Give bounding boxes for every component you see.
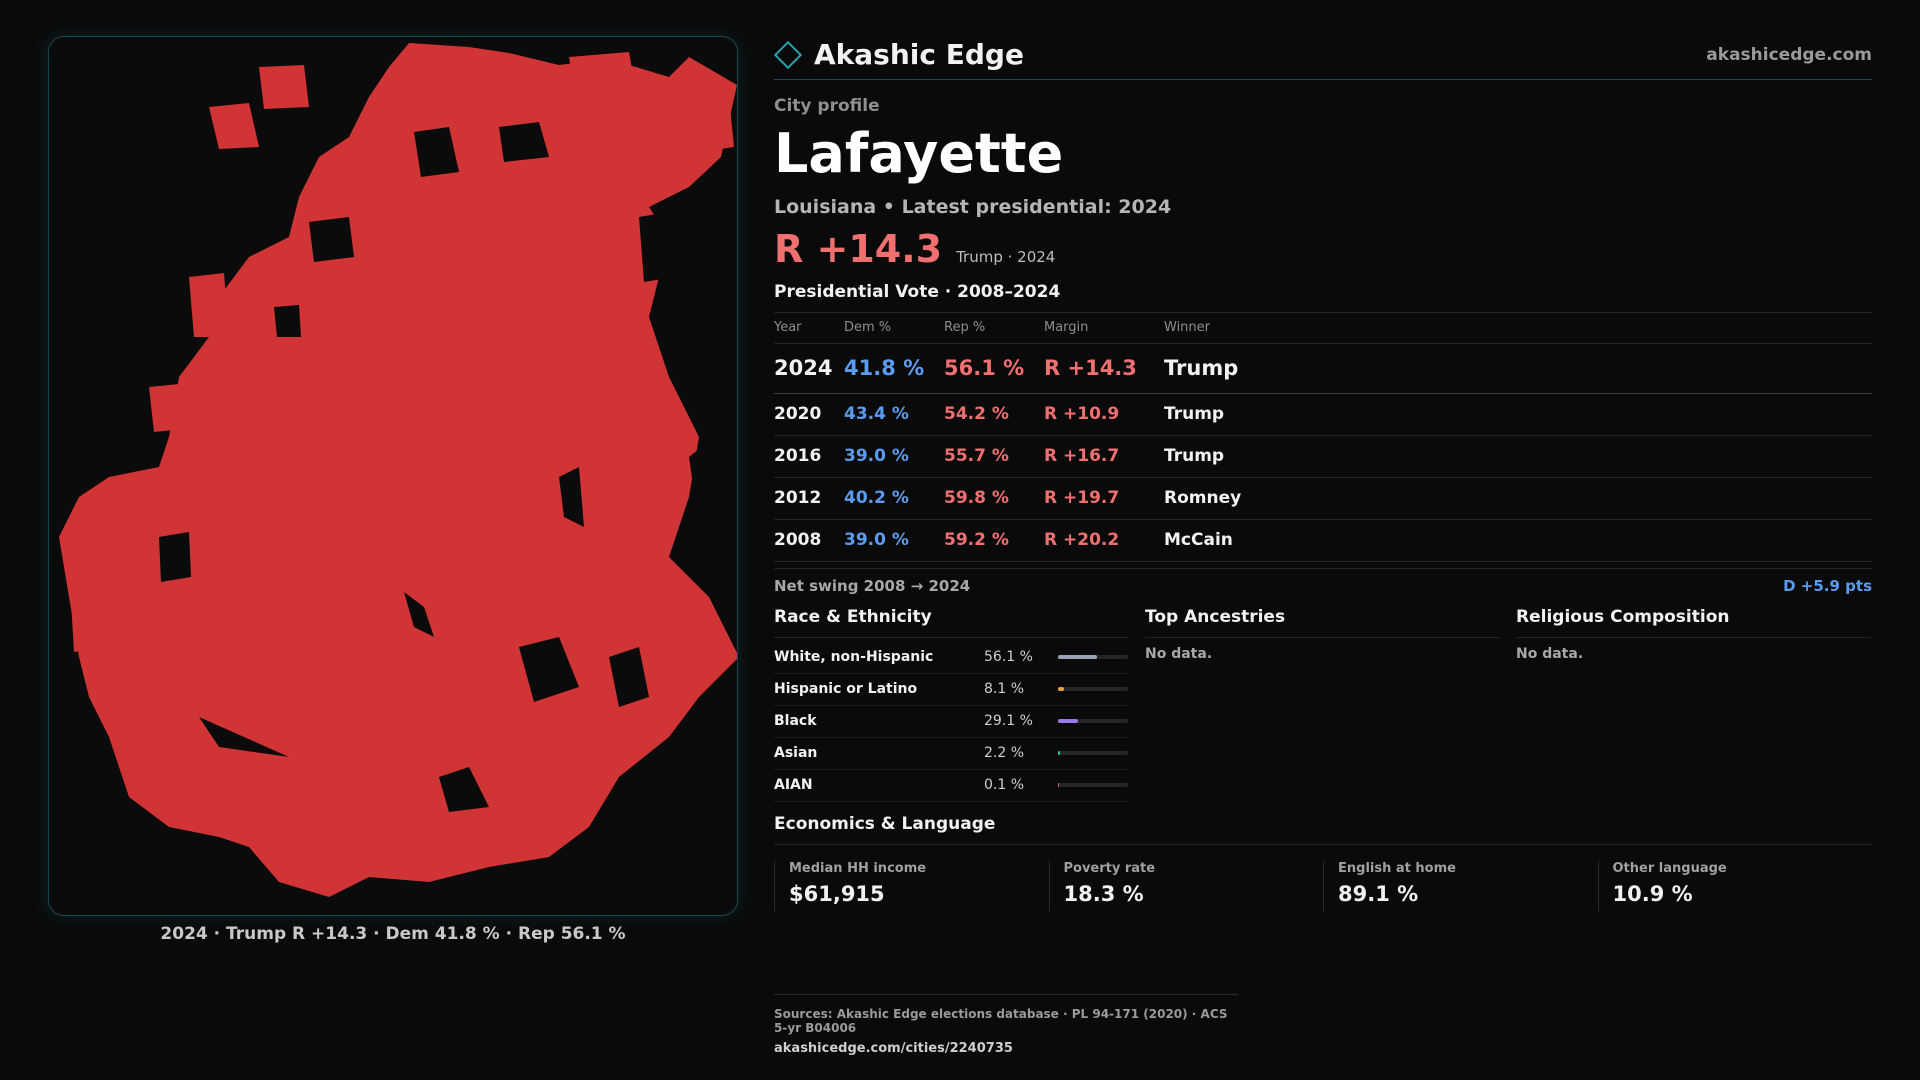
net-swing-value: D +5.9 pts (1783, 576, 1872, 595)
race-ethnicity-list (774, 642, 1129, 802)
headline-margin-value: R +14.3 (774, 227, 943, 271)
stat-label: Median HH income (789, 860, 927, 876)
presidential-vote-title: Presidential Vote · 2008–2024 (774, 282, 1872, 313)
table-header-row (774, 313, 1872, 343)
list-item (774, 706, 1129, 738)
city-boundary-hole (309, 217, 354, 262)
race-percent: 56.1 % (984, 649, 1033, 665)
stat-value: $61,915 (789, 881, 885, 906)
race-bar (1058, 687, 1128, 691)
race-bar (1058, 751, 1128, 755)
stat-label: Other language (1612, 860, 1727, 876)
headline-margin-note: Trump · 2024 (956, 248, 1056, 266)
map-caption: 2024 · Trump R +14.3 · Dem 41.8 % · Rep 56.1 % (160, 924, 626, 944)
stat-label: Poverty rate (1063, 860, 1156, 876)
top-bar (774, 30, 1872, 80)
cell-dem: 43.4 % (844, 393, 944, 435)
city-profile-content (774, 30, 1872, 911)
column-header-rep: Rep % (944, 313, 1044, 343)
race-percent: 2.2 % (984, 745, 1025, 761)
cell-year: 2008 (774, 519, 844, 561)
top-ancestries-empty: No data. (1145, 645, 1213, 662)
table-row (774, 343, 1872, 393)
cell-rep: 54.2 % (944, 393, 1044, 435)
net-swing-row (774, 568, 1872, 595)
headline-margin (774, 228, 1872, 270)
economics-language-title: Economics & Language (774, 814, 1872, 845)
city-boundary-hole (274, 305, 301, 337)
cell-margin: R +19.7 (1044, 477, 1164, 519)
stat-value: 89.1 % (1338, 881, 1419, 906)
cell-margin: R +10.9 (1044, 393, 1164, 435)
cell-margin: R +14.3 (1044, 343, 1164, 393)
cell-rep: 59.2 % (944, 519, 1044, 561)
race-bar-fill (1058, 687, 1064, 691)
column-header-year: Year (774, 313, 844, 343)
city-boundary-parcel (209, 103, 259, 149)
religious-composition-empty: No data. (1516, 645, 1584, 662)
sources-text: Sources: Akashic Edge elections database · PL 94-171 (2020) · ACS 5-yr B04006 (774, 1007, 1228, 1035)
cell-dem: 39.0 % (844, 435, 944, 477)
religious-composition-title: Religious Composition (1516, 607, 1871, 638)
city-boundary-map (49, 37, 738, 916)
table-row (774, 393, 1872, 435)
city-boundary-parcel (109, 687, 169, 747)
cell-year: 2024 (774, 343, 844, 393)
cell-winner: Trump (1164, 393, 1872, 435)
city-map-panel (48, 36, 738, 916)
net-swing-label: Net swing 2008 → 2024 (774, 576, 971, 595)
list-item (774, 770, 1129, 802)
race-label: Asian (774, 745, 818, 761)
cell-dem: 39.0 % (844, 519, 944, 561)
race-label: Hispanic or Latino (774, 681, 918, 697)
race-bar (1058, 719, 1128, 723)
city-boundary-parcel (149, 382, 204, 432)
page-eyebrow: City profile (774, 96, 880, 116)
race-label: AIAN (774, 777, 813, 793)
brand-name: Akashic Edge (814, 38, 1024, 71)
race-bar-fill (1058, 719, 1078, 723)
race-ethnicity-title: Race & Ethnicity (774, 607, 1129, 638)
race-bar (1058, 783, 1128, 787)
stat-median-income (774, 861, 1049, 911)
stat-label: English at home (1338, 860, 1456, 876)
permalink-link[interactable]: akashicedge.com/cities/2240735 (774, 1041, 1013, 1056)
race-percent: 29.1 % (984, 713, 1033, 729)
brand[interactable] (774, 38, 1024, 71)
cell-winner: McCain (1164, 519, 1872, 561)
site-url-link[interactable]: akashicedge.com (1706, 44, 1872, 65)
race-label: White, non-Hispanic (774, 649, 934, 665)
city-boundary-parcel (259, 65, 309, 109)
cell-dem: 40.2 % (844, 477, 944, 519)
list-item (774, 738, 1129, 770)
race-percent: 0.1 % (984, 777, 1025, 793)
presidential-vote-table (774, 313, 1872, 562)
religious-composition-panel (1516, 607, 1871, 802)
page-title: Lafayette (774, 122, 1064, 185)
race-bar (1058, 655, 1128, 659)
stat-value: 18.3 % (1063, 881, 1144, 906)
race-ethnicity-panel (774, 607, 1129, 802)
city-boundary-parcel (189, 273, 229, 337)
stat-english-at-home (1323, 861, 1598, 911)
demographics-section (774, 607, 1872, 802)
city-boundary-hole (639, 212, 674, 282)
city-boundary-parcel (69, 562, 111, 652)
stat-other-language (1598, 861, 1873, 911)
cell-winner: Romney (1164, 477, 1872, 519)
cell-margin: R +16.7 (1044, 435, 1164, 477)
column-header-dem: Dem % (844, 313, 944, 343)
cell-rep: 56.1 % (944, 343, 1044, 393)
cell-rep: 59.8 % (944, 477, 1044, 519)
cell-margin: R +20.2 (1044, 519, 1164, 561)
city-boundary-parcel (669, 97, 734, 155)
cell-year: 2012 (774, 477, 844, 519)
city-boundary-outside (49, 37, 199, 437)
cell-year: 2016 (774, 435, 844, 477)
cell-rep: 55.7 % (944, 435, 1044, 477)
race-percent: 8.1 % (984, 681, 1025, 697)
top-ancestries-panel (1145, 607, 1500, 802)
diamond-logo-icon (774, 40, 802, 68)
table-row (774, 435, 1872, 477)
cell-winner: Trump (1164, 343, 1872, 393)
city-boundary-parcel (569, 52, 639, 117)
cell-dem: 41.8 % (844, 343, 944, 393)
table-row (774, 519, 1872, 561)
table-row (774, 477, 1872, 519)
race-bar-fill (1058, 655, 1097, 659)
list-item (774, 674, 1129, 706)
column-header-margin: Margin (1044, 313, 1164, 343)
top-ancestries-title: Top Ancestries (1145, 607, 1500, 638)
city-boundary-hole (159, 532, 191, 582)
race-label: Black (774, 713, 817, 729)
list-item (774, 642, 1129, 674)
race-bar-fill (1058, 751, 1060, 755)
column-header-winner: Winner (1164, 313, 1872, 343)
cell-year: 2020 (774, 393, 844, 435)
page-subtitle: Louisiana • Latest presidential: 2024 (774, 196, 1172, 218)
sources-footer (774, 994, 1238, 1056)
stat-value: 10.9 % (1612, 881, 1693, 906)
economics-stats (774, 861, 1872, 911)
stat-poverty-rate (1049, 861, 1324, 911)
cell-winner: Trump (1164, 435, 1872, 477)
